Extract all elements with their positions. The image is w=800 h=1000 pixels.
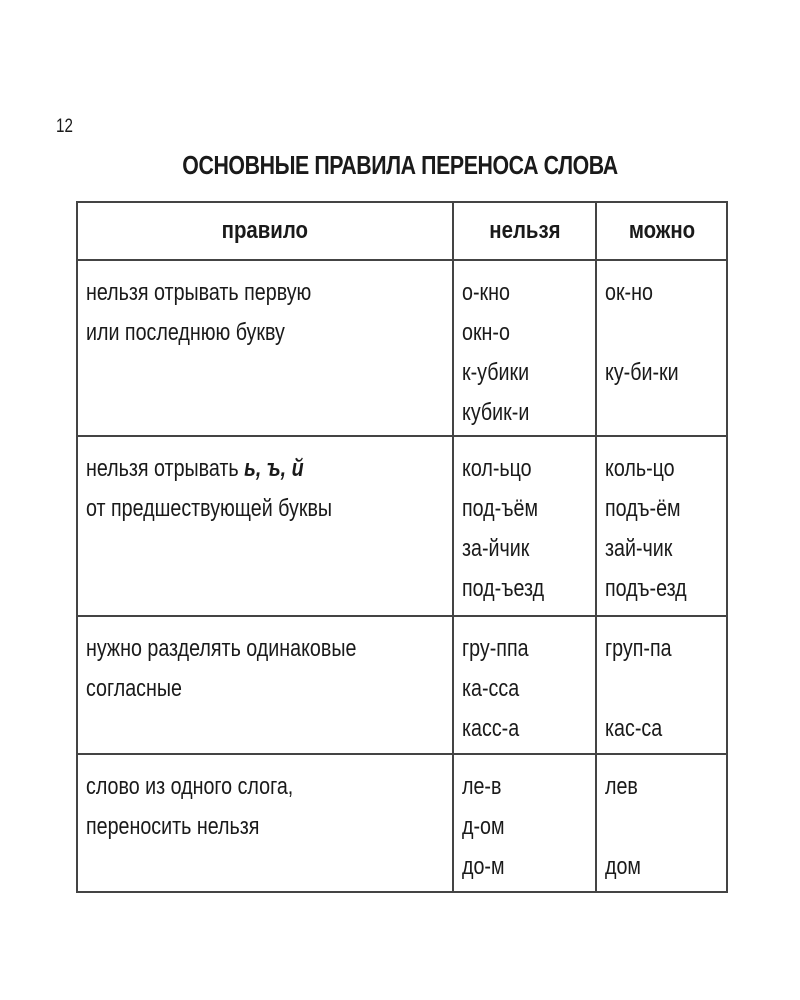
right-example: груп-па bbox=[605, 635, 672, 662]
rule-line: или последнюю букву bbox=[86, 319, 285, 346]
wrong-example: за-йчик bbox=[462, 535, 530, 562]
rule-cell bbox=[77, 260, 453, 436]
wrong-example: к-убики bbox=[462, 359, 530, 386]
right-example: подъ-ём bbox=[605, 495, 681, 522]
right-cell bbox=[596, 616, 727, 754]
right-example bbox=[605, 313, 704, 353]
table-row bbox=[77, 616, 727, 754]
wrong-cell bbox=[453, 436, 596, 616]
rule-line: переносить нельзя bbox=[86, 813, 260, 840]
wrong-cell bbox=[453, 616, 596, 754]
page-title: ОСНОВНЫЕ ПРАВИЛА ПЕРЕНОСА СЛОВА bbox=[182, 150, 618, 180]
wrong-cell bbox=[453, 754, 596, 892]
right-example bbox=[605, 669, 704, 709]
right-example bbox=[605, 807, 704, 847]
wrong-example: касс-а bbox=[462, 715, 520, 742]
wrong-example: гру-ппа bbox=[462, 635, 529, 662]
right-example: ку-би-ки bbox=[605, 359, 679, 386]
table-row bbox=[77, 436, 727, 616]
wrong-example: под-ъезд bbox=[462, 575, 545, 602]
right-cell bbox=[596, 436, 727, 616]
hyphenation-rules-table bbox=[76, 201, 728, 893]
right-example: подъ-езд bbox=[605, 575, 687, 602]
rule-cell bbox=[77, 616, 453, 754]
right-example: дом bbox=[605, 853, 641, 880]
header-wrong: нельзя bbox=[453, 202, 596, 260]
wrong-example: о-кно bbox=[462, 279, 510, 306]
right-example bbox=[605, 393, 704, 433]
table-header-row bbox=[77, 202, 727, 260]
page-number: 12 bbox=[56, 116, 73, 137]
rule-line: слово из одного слога, bbox=[86, 773, 294, 800]
wrong-example: окн-о bbox=[462, 319, 510, 346]
rule-cell bbox=[77, 436, 453, 616]
right-cell bbox=[596, 754, 727, 892]
table-row bbox=[77, 754, 727, 892]
right-example: ок-но bbox=[605, 279, 653, 306]
right-cell bbox=[596, 260, 727, 436]
wrong-example: под-ъём bbox=[462, 495, 538, 522]
rule-line: согласные bbox=[86, 675, 182, 702]
right-example: кас-са bbox=[605, 715, 663, 742]
rule-line: нужно разделять одинаковые bbox=[86, 635, 357, 662]
letters-emphasis: ь, ъ, й bbox=[244, 455, 304, 482]
rule-line: нельзя отрывать ь, ъ, й bbox=[86, 455, 304, 482]
right-example: зай-чик bbox=[605, 535, 673, 562]
wrong-cell bbox=[453, 260, 596, 436]
header-right: можно bbox=[596, 202, 727, 260]
rule-line: нельзя отрывать первую bbox=[86, 279, 312, 306]
header-rule: правило bbox=[77, 202, 453, 260]
right-example: коль-цо bbox=[605, 455, 675, 482]
wrong-example: ка-сса bbox=[462, 675, 520, 702]
wrong-example: ле-в bbox=[462, 773, 502, 800]
wrong-example: кол-ьцо bbox=[462, 455, 532, 482]
wrong-example: до-м bbox=[462, 853, 505, 880]
rule-cell bbox=[77, 754, 453, 892]
wrong-example: д-ом bbox=[462, 813, 505, 840]
rule-line: от предшествующей буквы bbox=[86, 495, 333, 522]
table-row bbox=[77, 260, 727, 436]
right-example: лев bbox=[605, 773, 638, 800]
wrong-example: кубик-и bbox=[462, 399, 530, 426]
